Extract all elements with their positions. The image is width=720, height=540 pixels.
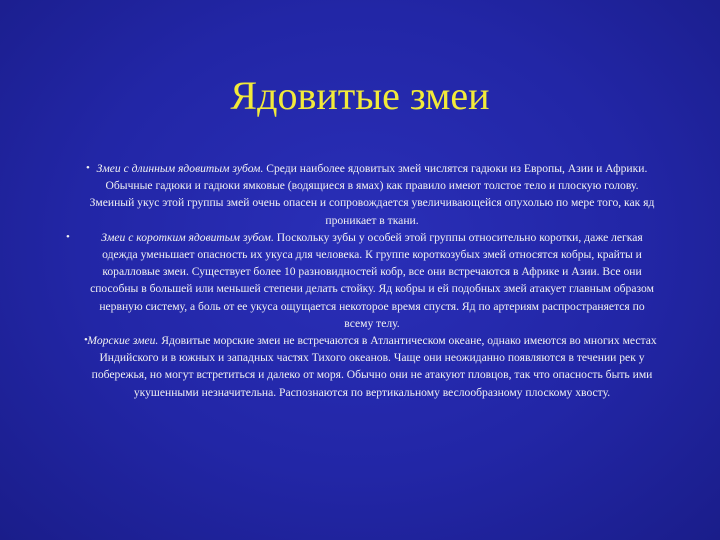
item-lead: Змеи с коротким ядовитым зубом. [101, 230, 274, 244]
bullet-icon: • [84, 334, 88, 347]
slide-body [66, 160, 660, 401]
slide-title: Ядовитые змеи [230, 73, 490, 118]
list-item-long-fang [84, 160, 660, 229]
item-lead: Змеи с длинным ядовитым зубом. [96, 162, 264, 175]
item-text: Поскольку зубы у особей этой группы относительно коротки, даже легкая одежда уменьшает опасность их укуса для человека. К группе короткозубых змей относятся кобры, крайты и коралловые змеи. Существует более 10 разновидностей кобр, все они встречаются в Африке и Азии. Все они способны в большей или меньшей степени делать стойку. Яд кобры и ей подобных змей атакует главным образом нервную систему, а боль от ее укуса ощущается некоторое время спустя. Яд по артериям распространяется по всему телу. [90, 230, 654, 330]
item-text: Ядовитые морские змеи не встречаются в Атлантическом океане, однако имеются во многих местах Индийского и в южных и западных частях Тихого океанов. Чаще они неожиданно появляются в течении рек у побережья, но могут встретиться и далеко от моря. Обычно они не атакуют пловцов, так что опасность быть ими укушенными незначительна. Распознаются по вертикальному веслообразному плоскому хвосту. [91, 334, 657, 399]
list-item-sea-snakes [84, 332, 660, 401]
bullet-icon: • [86, 162, 90, 174]
list-item-short-fang [66, 229, 660, 332]
bullet-icon: • [66, 230, 70, 243]
item-text: Среди наиболее ядовитых змей числятся гадюки из Европы, Азии и Африки. Обычные гадюки и гадюки ямковые (водящиеся в ямах) как правило имеют толстое тело и плоскую голову. Змеиный укус этой группы змей очень опасен и сопровождается увеличивающейся опухолью по мере того, как яд проникает в ткани. [89, 162, 655, 227]
item-lead: Морские змеи. [87, 334, 159, 348]
